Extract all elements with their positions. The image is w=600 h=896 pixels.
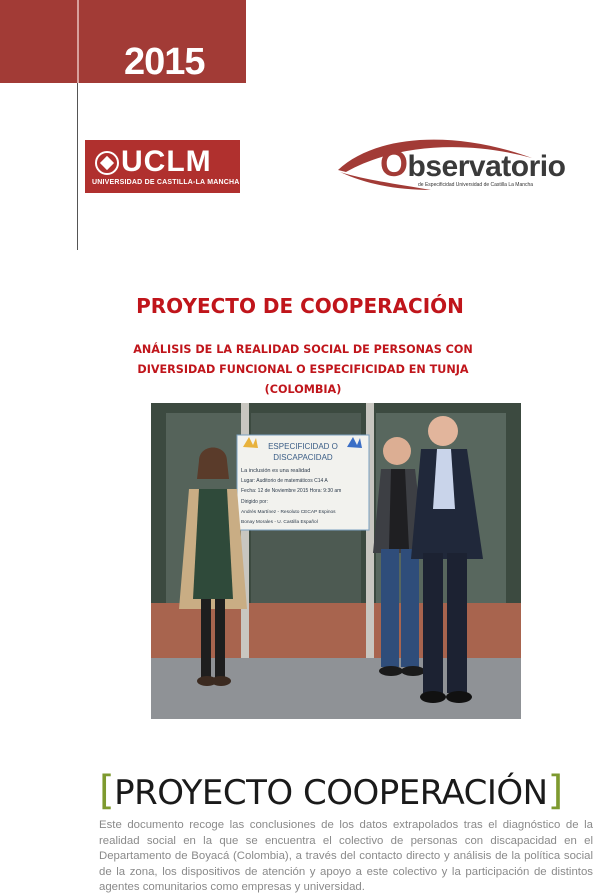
uclm-logo-subtitle: UNIVERSIDAD DE CASTILLA-LA MANCHA — [92, 179, 240, 186]
poster-heading-2: DISCAPACIDAD — [273, 453, 333, 462]
poster-line: Andrés Martínez - Resoluto CECAP Espinos — [241, 510, 336, 515]
cover-photo — [151, 403, 521, 719]
poster-heading-1: ESPECIFICIDAD O — [268, 442, 338, 451]
cover-title-text: PROYECTO COOPERACIÓN — [114, 773, 548, 813]
uclm-logo — [85, 140, 240, 193]
poster-line: Dirigido por: — [241, 499, 268, 505]
year-label: 2015 — [124, 41, 205, 83]
poster-line: Fecha: 12 de Noviembre 2015 Hora: 9:30 am — [241, 488, 342, 494]
uclm-logo-name: UCLM — [121, 145, 212, 178]
observatorio-logo-rest: bservatorio — [407, 150, 566, 183]
year-band — [0, 0, 246, 83]
year-band-divider — [77, 0, 79, 83]
uclm-emblem-icon — [95, 151, 119, 175]
page-title: PROYECTO DE COOPERACIÓN — [136, 294, 464, 318]
page-subtitle: ANÁLISIS DE LA REALIDAD SOCIAL DE PERSONAS CON DIVERSIDAD FUNCIONAL O ESPECIFICIDAD EN TUNJA (COLOMBIA) — [133, 343, 473, 396]
observatorio-logo-initial: O — [380, 143, 408, 184]
margin-rule — [77, 83, 78, 250]
cover-title-bracket-open: [ — [99, 768, 115, 814]
poster-line: Lugar: Auditorio de matemáticos C14 A — [241, 478, 328, 484]
cover-title-bracket-close: ] — [547, 768, 563, 814]
cover-abstract: Este documento recoge las conclusiones de los datos extrapolados tras el diagnóstico de la realidad social en la que se encuentra el colectivo de personas con discapacidad en el Departamento de Boyacá (Colombia), a través del contacto directo y análisis de la política social de la zona, los dispositivos de atención y apoyo a este colectivo y la participación de distintos agentes comunitarios como empresas y universidad. — [99, 819, 593, 894]
cover-title — [99, 766, 563, 818]
poster-line: Bonay Morales - U. Castilla Español — [241, 520, 318, 525]
observatorio-logo-subtitle: de Especificidad Universidad de Castilla La Mancha — [418, 182, 534, 188]
observatorio-logo-name — [380, 143, 566, 184]
poster-line: La inclusión es una realidad — [241, 468, 311, 474]
